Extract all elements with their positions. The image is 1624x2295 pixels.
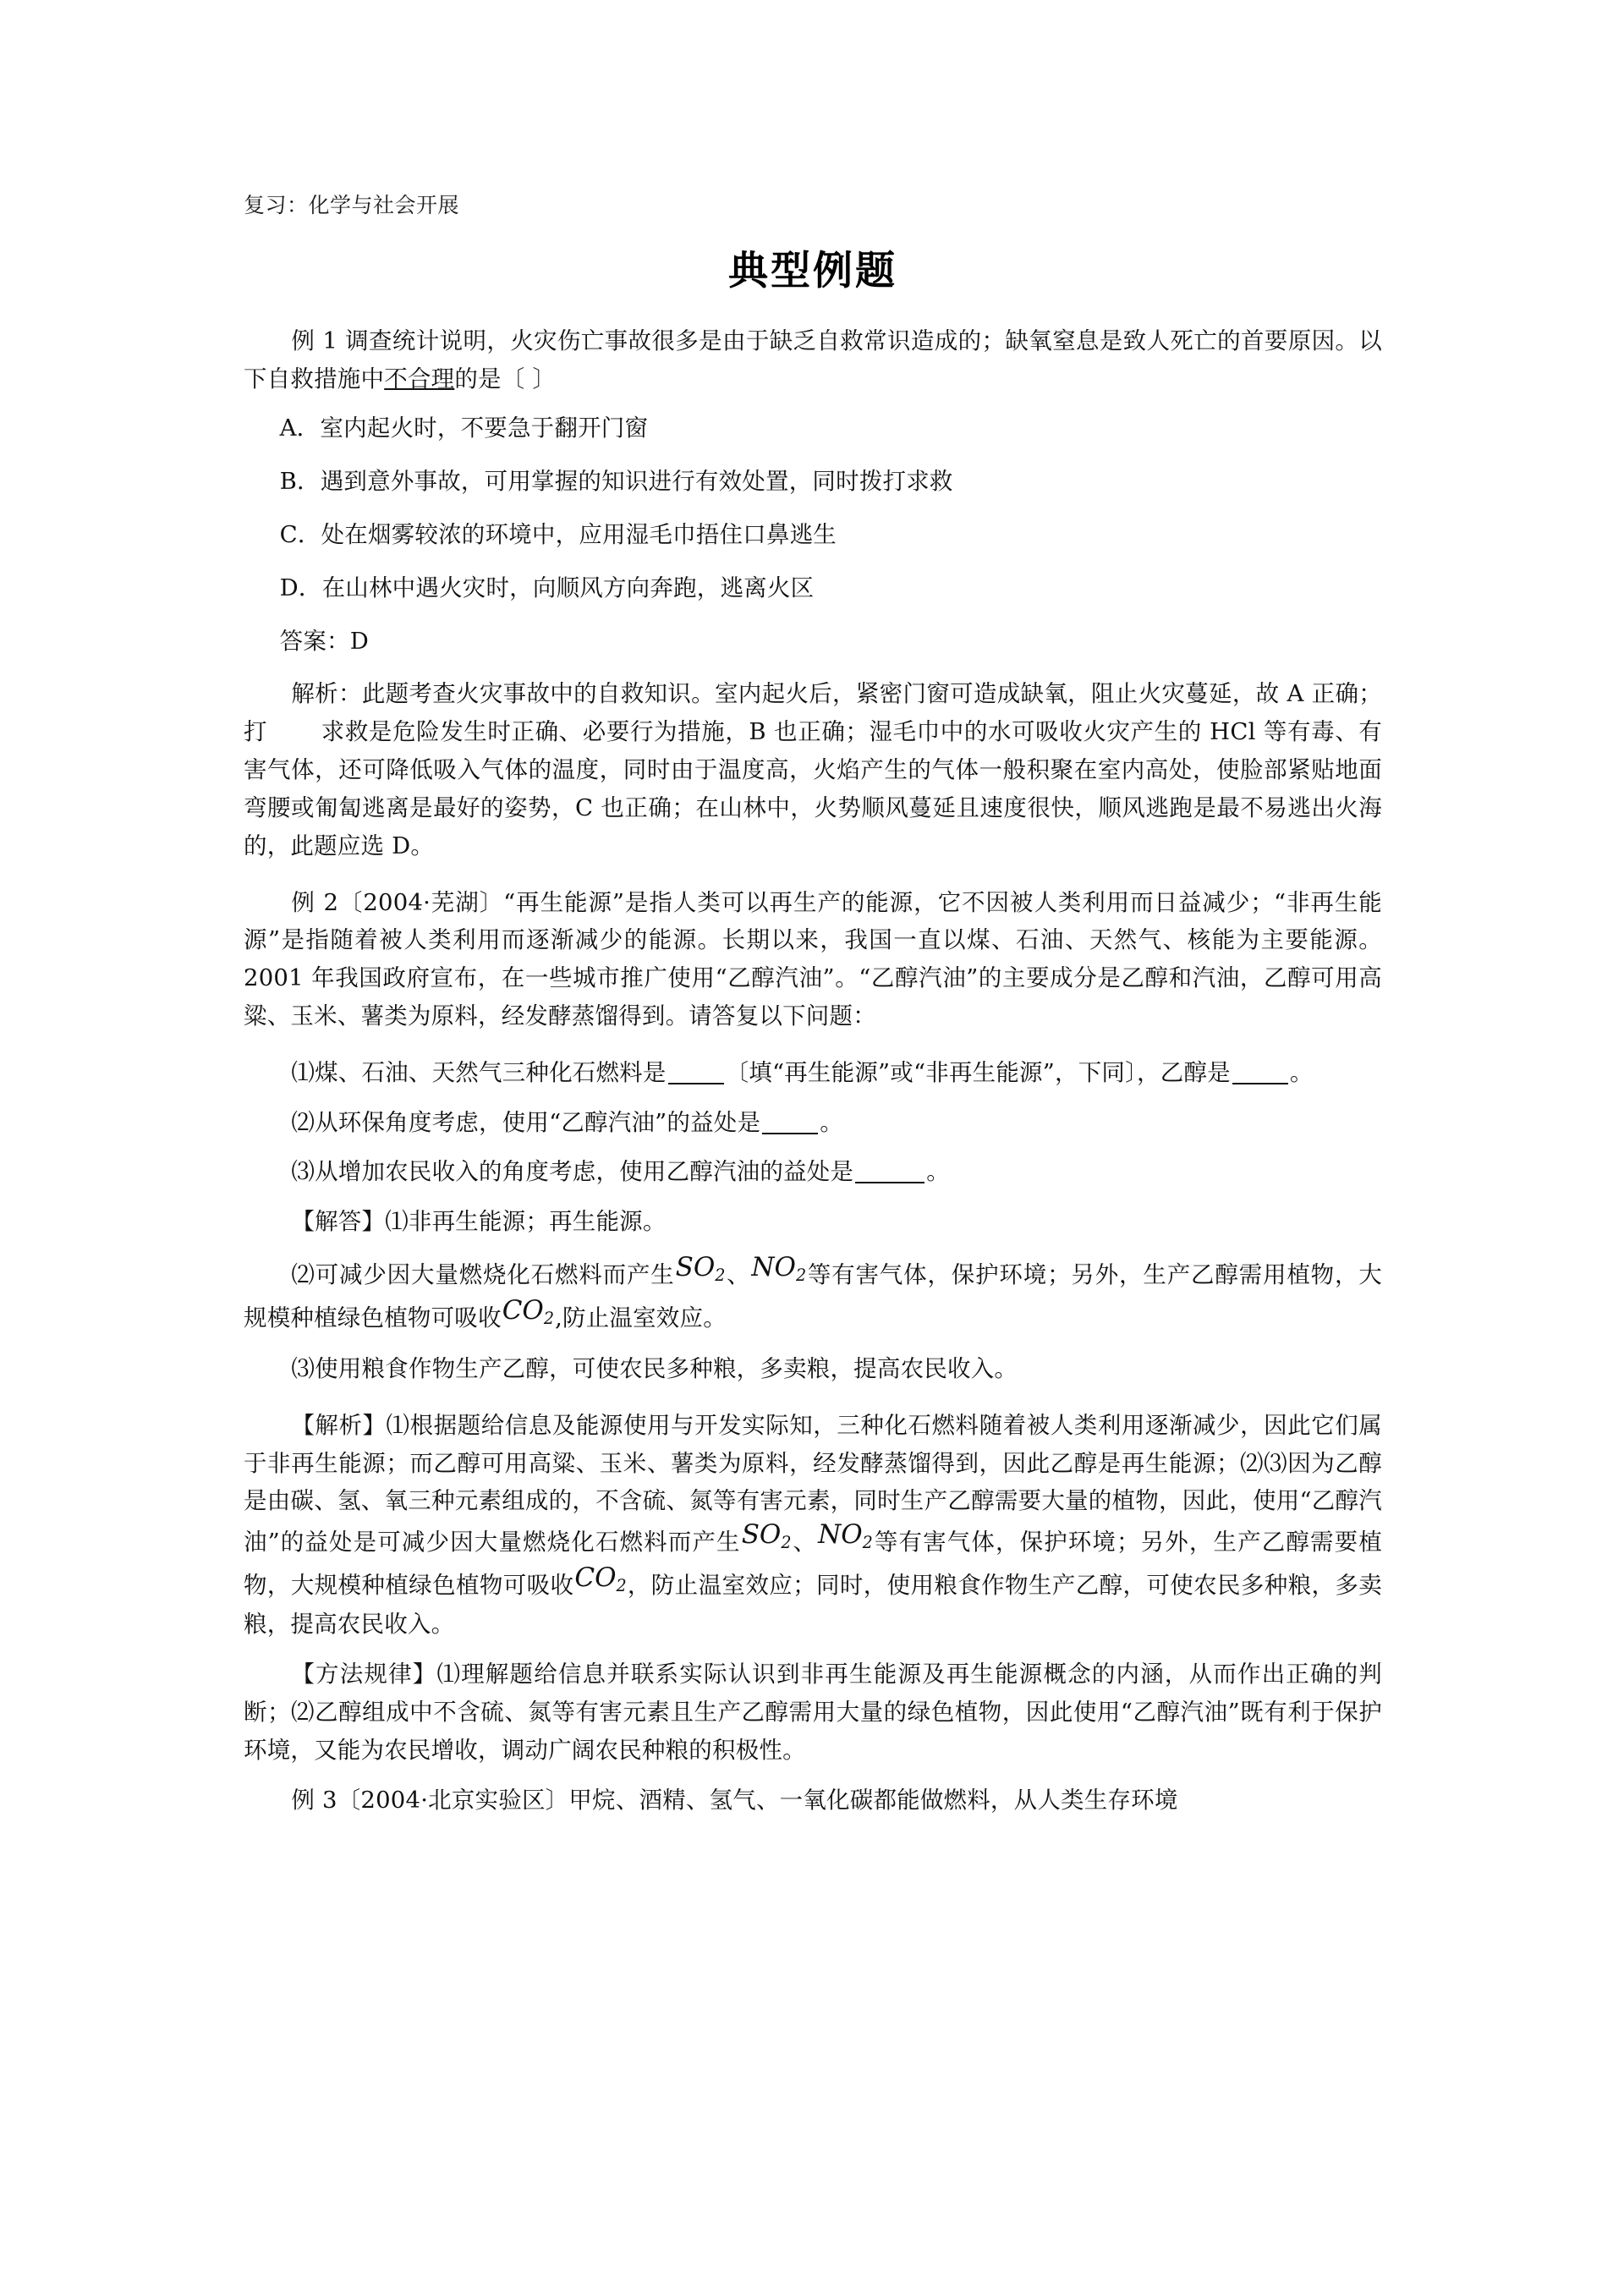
example2-question-3 <box>244 1153 1382 1191</box>
example1-answer-label: 答案： <box>279 627 350 655</box>
example2-q1-text-c: 。 <box>1289 1058 1314 1086</box>
example1-choice-b: B．遇到意外事故，可用掌握的知识进行有效处置，同时拨打求救 <box>279 468 953 496</box>
formula-co2-a-base: CO <box>502 1294 544 1326</box>
formula-co2-b <box>573 1562 627 1593</box>
example2-analysis-b: ⑵⑶因为乙醇是由碳、氢、氧三种元素组成的，不含硫、氮等有害元素，同时生产乙醇需要大量的植物，因此，使用“乙醇汽油”的益处是可减少因大量燃烧化石燃料而产生 <box>244 1449 1382 1557</box>
example2-q1-text-b: 〔填“再生能源”或“非再生能源”，下同〕，乙醇是 <box>725 1058 1231 1086</box>
example1-analysis-part1: 此题考查火灾事故中的自救知识。室内起火后，紧密门窗可造成缺氧，阻止火灾蔓延，故 A 正确；打 <box>244 680 1382 746</box>
example2-q3-text-b: 。 <box>926 1158 950 1186</box>
example2-analysis-d: 等有害气体，保护环境；另外，生产乙醇需要植物，大规模种植绿色植物可吸收 <box>244 1529 1383 1599</box>
example3-stem: 例 3〔2004·北京实验区〕甲烷、酒精、氢气、一氧化碳都能做燃料，从人类生存环境 <box>291 1786 1178 1814</box>
example1-stem-text2: 缺氧窒息是致人死亡的首要原因。以下自救措施中 <box>244 327 1382 393</box>
example2-q2-blank[interactable] <box>762 1108 818 1134</box>
example1-stem-semicolon: ； <box>981 327 1006 354</box>
formula-so2-b-sub: 2 <box>781 1533 792 1553</box>
example2-solution-label: 【解答】 <box>291 1208 386 1236</box>
example2-analysis-e: ，防止温室效应；同时，使用粮食作物生产乙醇，可使农民多种粮，多卖粮，提高农民收入。 <box>244 1571 1382 1639</box>
formula-no2-b-base: NO <box>818 1519 863 1551</box>
page-content <box>244 193 1382 1828</box>
formula-co2-b-base: CO <box>574 1562 617 1593</box>
formula-so2-a-sub: 2 <box>715 1266 726 1286</box>
formula-so2-b-base: SO <box>741 1519 782 1551</box>
example2-question-1 <box>244 1054 1382 1092</box>
example2-method <box>244 1655 1382 1769</box>
example2-analysis-c: 、 <box>792 1529 818 1557</box>
example1-stem <box>244 322 1382 398</box>
example2-analysis <box>244 1407 1382 1644</box>
example2-method-text: ⑴理解题给信息并联系实际认识到非再生能源及再生能源概念的内涵，从而作出正确的判断；⑵乙醇组成中不含硫、氮等有害元素且生产乙醇需用大量的绿色植物，因此使用“乙醇汽油”既有利于保护环境，又能为农民增收，调动广阔农民种粮的积极性。 <box>244 1661 1383 1764</box>
example2-method-label: 【方法规律】 <box>291 1661 437 1688</box>
example2-question-2 <box>244 1104 1382 1142</box>
formula-co2-b-sub: 2 <box>616 1575 627 1595</box>
example2-q3-blank[interactable] <box>855 1157 924 1183</box>
formula-no2-a <box>750 1252 807 1286</box>
example1-stem-underlined: 不合理 <box>384 365 455 393</box>
example2-q3-text-a: ⑶从增加农民收入的角度考虑，使用乙醇汽油的益处是 <box>291 1158 854 1186</box>
example2-solution-2-a: ⑵可减少因大量燃烧化石燃料而产生 <box>291 1261 675 1288</box>
formula-so2-a <box>675 1252 727 1286</box>
example2-solution-1 <box>244 1203 1382 1241</box>
example2-solution-1-text: ⑴非再生能源；再生能源。 <box>385 1208 667 1236</box>
formula-co2-a <box>502 1295 555 1326</box>
example1-answer-value: D <box>349 627 369 655</box>
example2-solution-2-d: ,防止温室效应。 <box>555 1304 727 1331</box>
example2-q1-text-a: ⑴煤、石油、天然气三种化石燃料是 <box>291 1058 667 1086</box>
formula-no2-b-sub: 2 <box>862 1533 873 1553</box>
example2-q2-text-a: ⑵从环保角度考虑，使用“乙醇汽油”的益处是 <box>291 1108 761 1136</box>
example1-answer <box>244 623 1382 661</box>
example2-q2-text-b: 。 <box>820 1108 843 1136</box>
example2-stem: 例 2〔2004·芜湖〕“再生能源”是指人类可以再生产的能源，它不因被人类利用而日益减少；“非再生能源”是指随着被人类利用而逐渐减少的能源。长期以来，我国一直以煤、石油、天然气、核能为主要能源。2001 年我国政府宣布，在一些城市推广使用“乙醇汽油”。“乙醇汽油”的主要成分是乙醇和汽油，乙醇可用高粱、玉米、薯类为原料，经发酵蒸馏得到。请答复以下问题： <box>244 888 1382 1029</box>
example1-analysis-part2: 求救是危险发生时正确、必要行为措施，B 也正确；湿毛巾中的水可吸收火灾产生的 HCl 等有毒、有害气体，还可降低吸入气体的温度，同时由于温度高，火焰产生的气体一般积聚在室内高处，使脸部紧贴地面弯腰或匍匐逃离是最好的姿势，C 也正确；在山林中，火势顺风蔓延且速度很快，顺风逃跑是最不易逃出火海的，此题应选 D。 <box>244 718 1382 859</box>
example2-q1-blank-1[interactable] <box>668 1058 724 1084</box>
formula-no2-a-base: NO <box>751 1252 796 1282</box>
example1-choice-d: D．在山林中遇火灾时，向顺风方向奔跑，逃离火区 <box>279 574 815 601</box>
example2-q1-blank-2[interactable] <box>1232 1058 1288 1084</box>
formula-so2-b <box>741 1519 793 1553</box>
formula-no2-a-sub: 2 <box>795 1266 807 1286</box>
example2-solution-2-b: 、 <box>726 1261 751 1288</box>
example2-analysis-a: ⑴根据题给信息及能源使用与开发实际知，三种化石燃料随着被人类利用逐渐减少，因此它们属于非再生能源；而乙醇可用高粱、玉米、薯类为原料，经发酵蒸馏得到，因此乙醇是再生能源 <box>244 1411 1382 1477</box>
example2-analysis-label: 【解析】 <box>291 1411 387 1439</box>
example1-analysis-label: 解析： <box>291 680 362 708</box>
example2-solution-3: ⑶使用粮食作物生产乙醇，可使农民多种粮，多卖粮，提高农民收入。 <box>291 1355 1018 1383</box>
formula-so2-a-base: SO <box>675 1252 716 1282</box>
example2-analysis-semicolon: ； <box>1216 1449 1240 1477</box>
formula-co2-a-sub: 2 <box>543 1308 555 1328</box>
example1-choice-c: C．处在烟雾较浓的环境中，应用湿毛巾捂住口鼻逃生 <box>279 521 837 548</box>
running-head: 复习：化学与社会开展 <box>244 193 460 217</box>
example2-solution-2 <box>244 1253 1382 1338</box>
example1-stem-text3: 的是〔 〕 <box>454 365 557 393</box>
example1-analysis <box>244 675 1382 865</box>
example2-solution-2-c: 等有害气体，保护环境；另外，生产乙醇需用植物，大规模种植绿色植物可吸收 <box>244 1261 1382 1331</box>
example1-choice-a: A．室内起火时，不要急于翻开门窗 <box>279 415 649 442</box>
formula-no2-b <box>817 1519 874 1553</box>
example1-stem-text: 例 1 调查统计说明，火灾伤亡事故很多是由于缺乏自救常识造成的 <box>291 327 982 354</box>
page-title: 典型例题 <box>728 248 897 294</box>
